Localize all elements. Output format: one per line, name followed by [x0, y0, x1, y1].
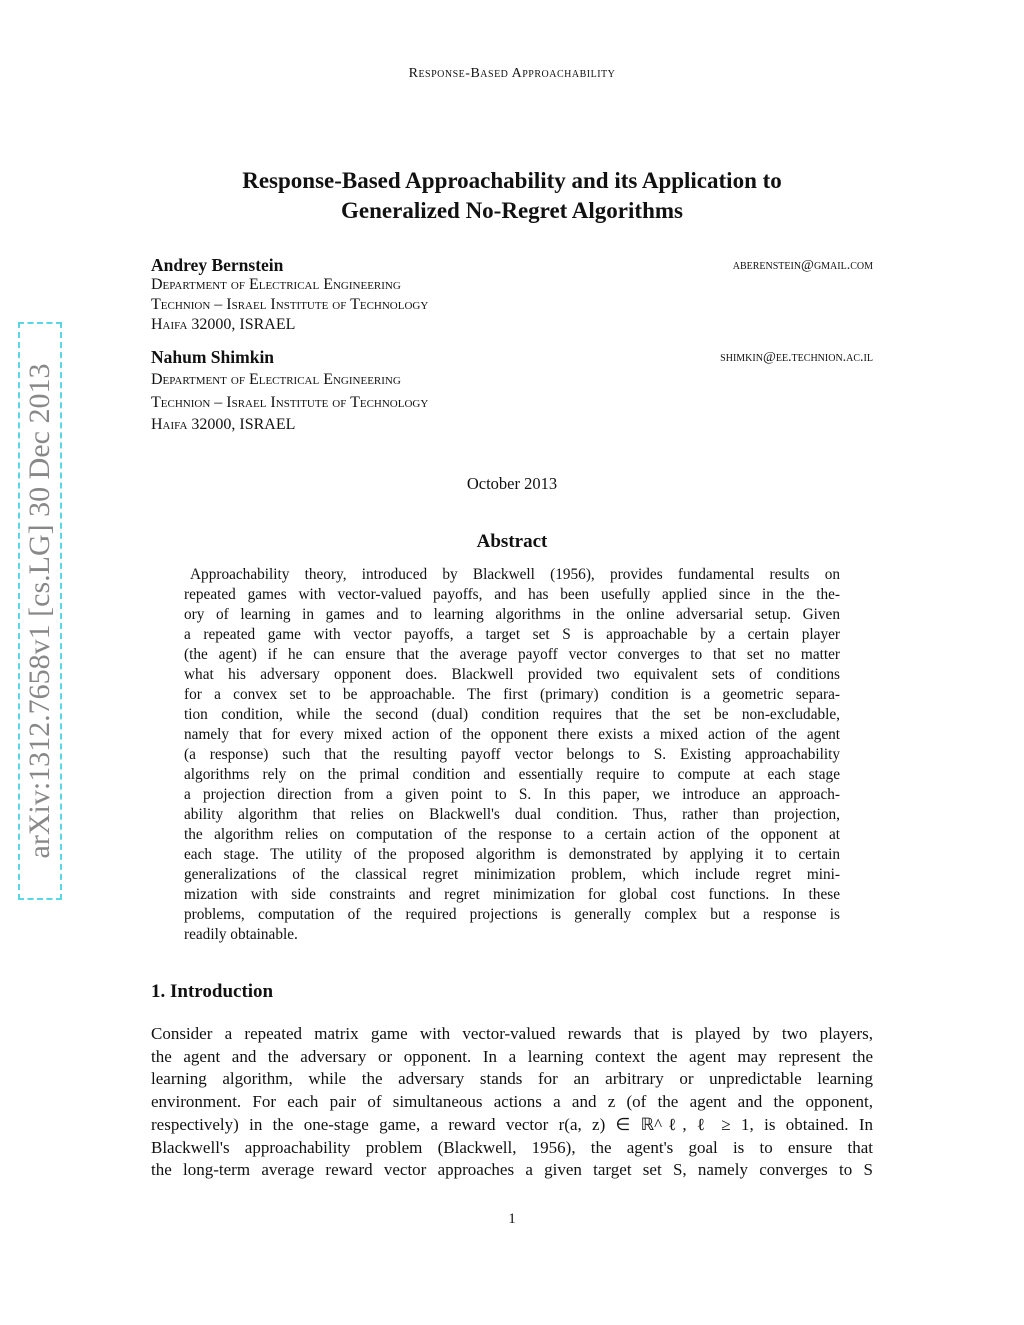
- author-affiliation: Technion – Israel Institute of Technology: [151, 296, 429, 313]
- text-line: Consider a repeated matrix game with vector-valued rewards that is played by two players,: [151, 1024, 873, 1043]
- paper-title-line-2: Generalized No-Regret Algorithms: [341, 198, 683, 223]
- text-line: Approachability theory, introduced by Blackwell (1956), provides fundamental results on: [190, 566, 840, 583]
- text-line: ory of learning in games and to learning algorithms in the online adversarial setup. Given: [184, 606, 840, 623]
- author-affiliation: Department of Electrical Engineering: [151, 276, 401, 293]
- text-line: algorithms rely on the primal condition and essentially require to compute at each stage: [184, 766, 840, 783]
- text-line: environment. For each pair of simultaneous actions a and z (of the agent and the opponent,: [151, 1092, 873, 1112]
- text-line: (the agent) if he can ensure that the average payoff vector converges to that set no matter: [184, 646, 840, 663]
- running-head: Response-Based Approachability: [408, 66, 616, 81]
- author-affiliation: Haifa 32000, ISRAEL: [151, 316, 296, 333]
- text-line: a projection direction from a given point to S. In this paper, we introduce an approach-: [184, 786, 840, 803]
- text-line: what his adversary opponent does. Blackwell provided two equivalent sets of conditions: [184, 666, 840, 683]
- text-line: namely that for every mixed action of the opponent there exists a mixed action of the agent: [184, 726, 840, 743]
- author-name: Andrey Bernstein: [151, 255, 284, 275]
- author-email: aberenstein@gmail.com: [732, 258, 873, 273]
- abstract-heading: Abstract: [476, 531, 548, 552]
- text-line: repeated games with vector-valued payoffs, and has been usefully applied since in the the-: [184, 586, 840, 603]
- text-line: generalizations of the classical regret minimization problem, which include regret mini-: [184, 866, 840, 883]
- author-affiliation: Haifa 32000, ISRAEL: [151, 416, 296, 433]
- text-line: for a convex set to be approachable. The first (primary) condition is a geometric separa-: [184, 686, 840, 703]
- text-line: learning algorithm, while the adversary stands for an arbitrary or unpredictable learning: [151, 1069, 873, 1089]
- arxiv-stamp-text: arXiv:1312.7658v1 [cs.LG] 30 Dec 2013: [23, 363, 56, 859]
- text-line: (a response) such that the resulting payoff vector belongs to S. Existing approachability: [184, 746, 840, 763]
- arxiv-stamp: [18, 322, 62, 900]
- text-line: ability algorithm that relies on Blackwell's dual condition. Thus, rather than projection,: [184, 806, 840, 823]
- author-name: Nahum Shimkin: [151, 347, 275, 367]
- text-line: tion condition, while the second (dual) condition requires that the set be non-excludable,: [184, 706, 840, 723]
- paper-date: October 2013: [466, 474, 558, 493]
- text-line: readily obtainable.: [184, 926, 298, 943]
- author-affiliation: Technion – Israel Institute of Technology: [151, 394, 429, 411]
- text-line: mization with side constraints and regret minimization for global cost functions. In these: [184, 886, 840, 903]
- text-line: Blackwell's approachability problem (Blackwell, 1956), the agent's goal is to ensure that: [151, 1137, 873, 1157]
- author-email: shimkin@ee.technion.ac.il: [720, 350, 873, 365]
- section-heading: 1. Introduction: [151, 981, 274, 1002]
- text-line: a repeated game with vector payoffs, a target set S is approachable by a certain player: [184, 626, 840, 643]
- text-line: problems, computation of the required projections is generally complex but a response is: [184, 906, 840, 923]
- paper-title-line-1: Response-Based Approachability and its Application to: [242, 168, 782, 193]
- text-line: respectively) in the one-stage game, a reward vector r(a, z) ∈ ℝ^ℓ, ℓ ≥ 1, is obtained. In: [151, 1114, 873, 1134]
- author-affiliation: Department of Electrical Engineering: [151, 371, 401, 388]
- text-line: the agent and the adversary or opponent. In a learning context the agent may represent the: [151, 1046, 873, 1066]
- text-line: the algorithm relies on computation of the response to a certain action of the opponent at: [184, 826, 840, 843]
- text-line: the long-term average reward vector approaches a given target set S, namely converges to S: [151, 1160, 873, 1180]
- page-number: 1: [508, 1211, 516, 1227]
- text-line: each stage. The utility of the proposed algorithm is demonstrated by applying it to certain: [184, 846, 840, 863]
